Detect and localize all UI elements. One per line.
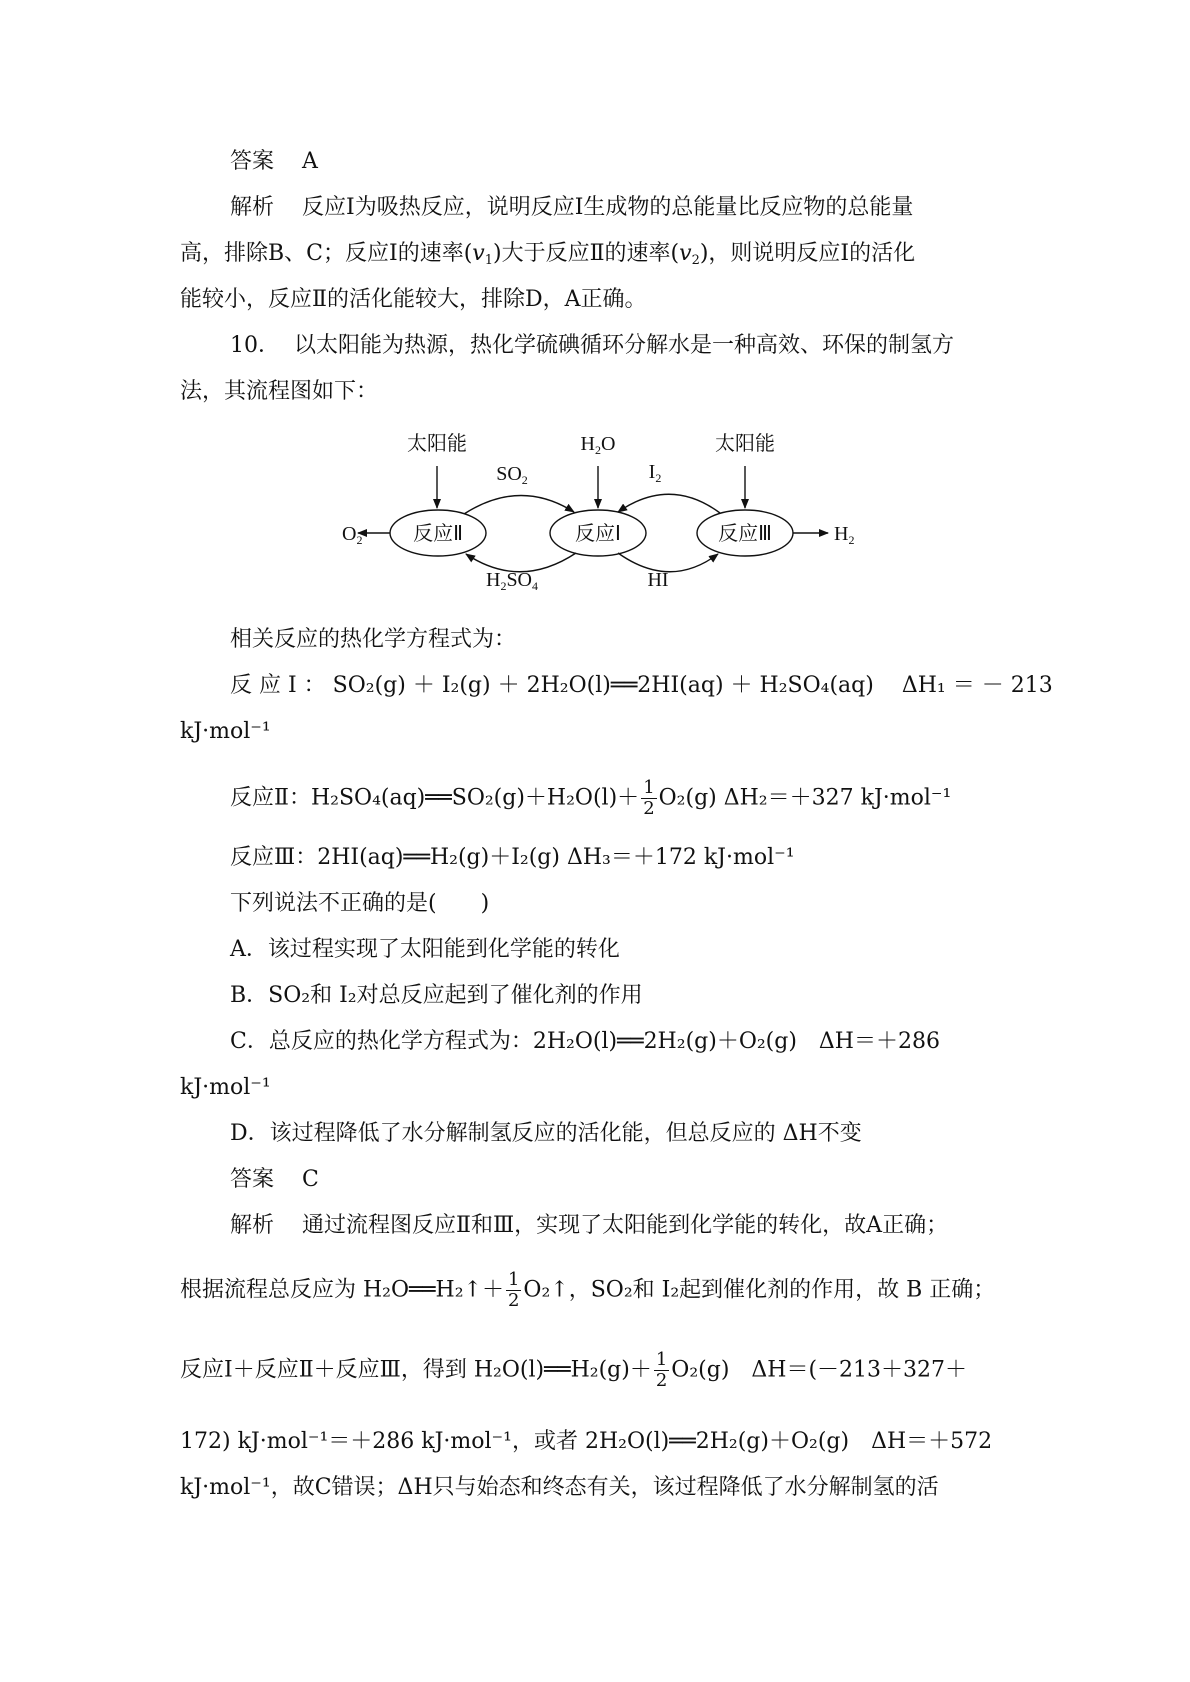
label-h2so4: $H_2SO_4$ xyxy=(485,569,539,593)
label-reaction-2: 反应Ⅱ xyxy=(413,521,463,545)
label-o2: $O_2$ xyxy=(342,523,363,547)
label-h2: $H_2$ xyxy=(834,523,855,547)
analysis-2-line-1: 解析 通过流程图反应Ⅱ和Ⅲ，实现了太阳能到化学能的转化，故A正确； xyxy=(230,1213,949,1238)
flow-diagram xyxy=(340,418,860,593)
equation-reaction-2: 反应Ⅱ：H₂SO₄(aq)══SO₂(g)＋H₂O(l)＋ $\frac{1}{2}$ O₂(g) ΔH₂＝＋327 kJ·mol⁻¹ xyxy=(230,777,952,819)
analysis-2-line-4: 172) kJ·mol⁻¹＝＋286 kJ·mol⁻¹，或者 2H₂O(l)══2H₂(g)＋O₂(g) ΔH＝＋572 xyxy=(180,1429,993,1454)
option-d: D．该过程降低了水分解制氢反应的活化能，但总反应的 ΔH不变 xyxy=(230,1121,862,1146)
label-i2: $I_2$ xyxy=(648,461,662,485)
answer-1: 答案 A xyxy=(230,149,318,174)
analysis-2-line-3: 反应Ⅰ＋反应Ⅱ＋反应Ⅲ，得到 H₂O(l)══H₂(g)＋ $\frac{1}{2}$ O₂(g) ΔH＝(－213＋327＋ xyxy=(180,1349,968,1391)
equations-intro: 相关反应的热化学方程式为： xyxy=(230,627,517,652)
analysis-2-line-2: 根据流程总反应为 H₂O══H₂↑＋ $\frac{1}{2}$ O₂↑，SO₂和 I₂起到催化剂的作用，故 B 正确； xyxy=(180,1269,996,1311)
fraction-one-half: $\frac{1}{2}$ xyxy=(507,1269,520,1311)
equation-reaction-1: 反 应 Ⅰ ： SO₂(g) ＋ I₂(g) ＋ 2H₂O(l)══2HI(aq) ＋ H₂SO₄(aq) ΔH₁ ＝ － 213 xyxy=(230,673,1053,698)
label-solar-left: 太阳能 xyxy=(407,431,467,455)
question-10-line-2: 法，其流程图如下： xyxy=(180,379,379,404)
option-c: C．总反应的热化学方程式为：2H₂O(l)══2H₂(g)＋O₂(g) ΔH＝＋286 xyxy=(230,1029,940,1054)
analysis-1-line-3: 能较小，反应Ⅱ的活化能较大，排除D，A正确。 xyxy=(180,287,647,312)
option-b: B．SO₂和 I₂对总反应起到了催化剂的作用 xyxy=(230,983,643,1008)
analysis-2-line-5: kJ·mol⁻¹，故C错误；ΔH只与始态和终态有关，该过程降低了水分解制氢的活 xyxy=(180,1475,939,1500)
equation-reaction-3: 反应Ⅲ：2HI(aq)══H₂(g)＋I₂(g) ΔH₃＝＋172 kJ·mol⁻¹ xyxy=(230,845,795,870)
answer-2: 答案 C xyxy=(230,1167,319,1192)
fraction-one-half: $\frac{1}{2}$ xyxy=(655,1349,668,1391)
fraction-one-half: $\frac{1}{2}$ xyxy=(643,777,655,819)
label-water: $H_2O$ xyxy=(580,433,616,457)
option-c-unit: kJ·mol⁻¹ xyxy=(180,1075,271,1100)
label-reaction-1: 反应Ⅰ xyxy=(575,521,621,545)
arrow-so2 xyxy=(464,495,574,514)
option-a: A．该过程实现了太阳能到化学能的转化 xyxy=(230,937,620,962)
label-so2: $SO_2$ xyxy=(496,463,528,487)
arrow-i2 xyxy=(618,494,720,513)
equation-reaction-1-unit: kJ·mol⁻¹ xyxy=(180,719,271,744)
analysis-1-line-2: 高，排除B、C；反应Ⅰ的速率$(v_1)$大于反应Ⅱ的速率$(v_2)$，则说明反应Ⅰ的活化 xyxy=(180,241,916,268)
question-stem: 下列说法不正确的是( ) xyxy=(230,891,490,916)
question-10-line-1: 10． 以太阳能为热源，热化学硫碘循环分解水是一种高效、环保的制氢方 xyxy=(230,333,955,358)
analysis-1-line-1: 解析 反应Ⅰ为吸热反应，说明反应Ⅰ生成物的总能量比反应物的总能量 xyxy=(230,195,914,220)
label-reaction-3: 反应Ⅲ xyxy=(718,521,772,545)
label-hi: HI xyxy=(647,569,669,591)
label-solar-right: 太阳能 xyxy=(715,431,775,455)
